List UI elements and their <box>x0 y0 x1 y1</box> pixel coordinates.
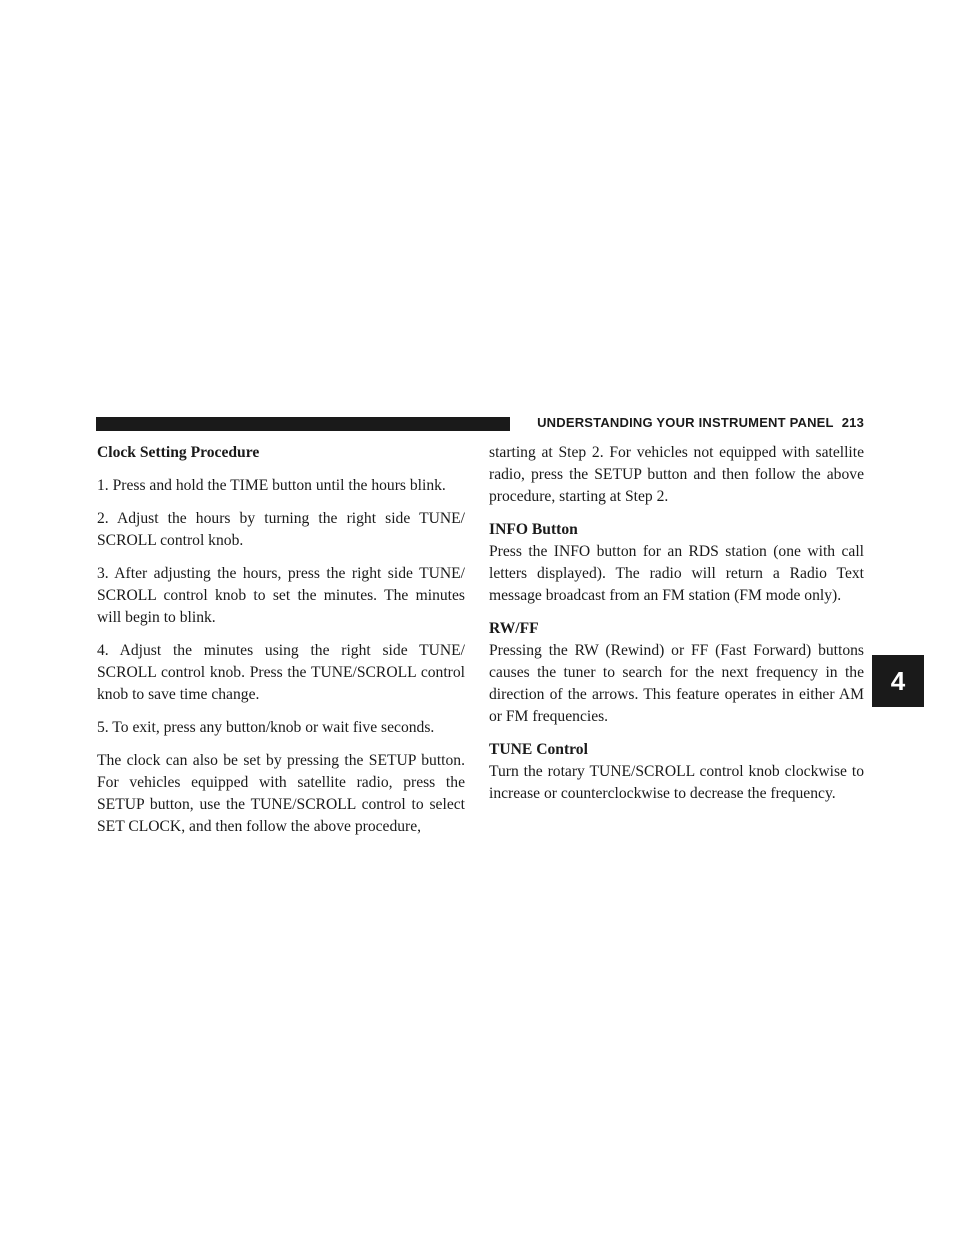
left-column <box>97 442 465 849</box>
header-rule <box>96 417 510 431</box>
rw-ff-heading: RW/FF <box>489 620 539 637</box>
step-4: 4. Adjust the minutes using the right side TUNE/ SCROLL control knob. Press the TUNE/SCROLL control knob to save time change. <box>97 642 465 703</box>
info-button-body: Press the INFO button for an RDS station (one with call letters displayed). The radio will return a Radio Text message broadcast from an FM station (FM mode only). <box>489 543 864 604</box>
continuation-paragraph: starting at Step 2. For vehicles not equipped with satellite radio, press the SETUP button and then follow the above procedure, starting at Step 2. <box>489 444 864 505</box>
chapter-tab: 4 <box>872 655 924 707</box>
step-2: 2. Adjust the hours by turning the right side TUNE/ SCROLL control knob. <box>97 510 465 549</box>
section-title: UNDERSTANDING YOUR INSTRUMENT PANEL <box>537 415 834 430</box>
info-button-heading: INFO Button <box>489 521 578 538</box>
step-3: 3. After adjusting the hours, press the right side TUNE/ SCROLL control knob to set the minutes. The minutes will begin to blink. <box>97 565 465 626</box>
step-1: 1. Press and hold the TIME button until the hours blink. <box>97 477 446 494</box>
right-column <box>489 442 864 816</box>
rw-ff-body: Pressing the RW (Rewind) or FF (Fast Forward) buttons causes the tuner to search for the next frequency in the direction of the arrows. This feature operates in either AM or FM frequencies. <box>489 642 864 725</box>
tune-control-body: Turn the rotary TUNE/SCROLL control knob clockwise to increase or counterclockwise to decrease the frequency. <box>489 763 864 802</box>
running-header <box>530 415 864 430</box>
step-5: 5. To exit, press any button/knob or wait five seconds. <box>97 719 435 736</box>
setup-paragraph: The clock can also be set by pressing the SETUP button. For vehicles equipped with satellite radio, press the SETUP button, use the TUNE/SCROLL control to select SET CLOCK, and then follow the above procedure, <box>97 752 465 835</box>
page-number: 213 <box>841 415 864 430</box>
tune-control-heading: TUNE Control <box>489 741 588 758</box>
clock-setting-heading: Clock Setting Procedure <box>97 444 260 461</box>
